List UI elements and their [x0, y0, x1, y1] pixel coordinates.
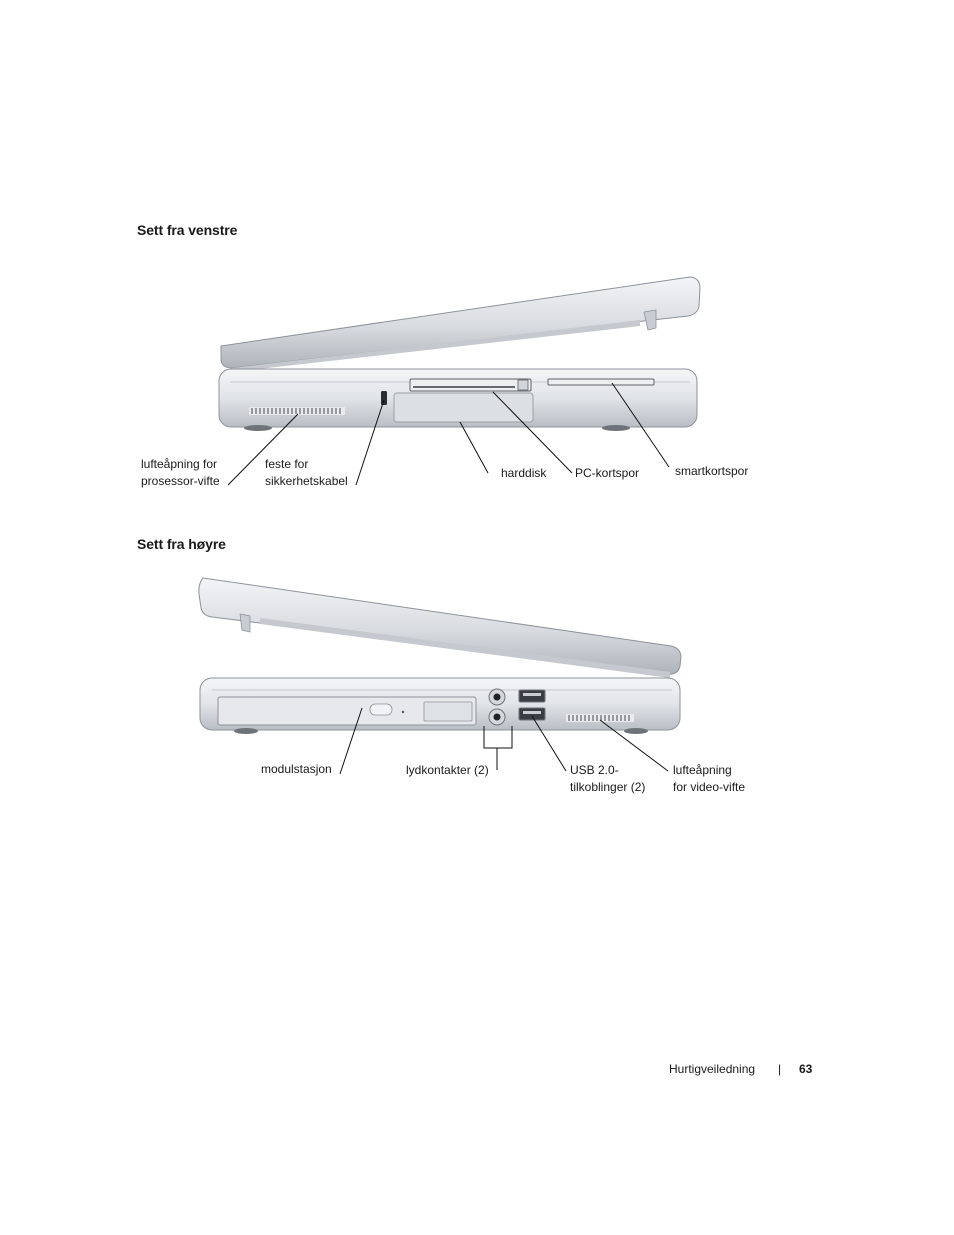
label-processor-fan-vent: lufteåpning for prosessor-vifte	[141, 457, 220, 488]
label-audio-connectors: lydkontakter (2)	[406, 763, 489, 777]
right-side-laptop-image	[199, 578, 681, 734]
page-number: 63	[799, 1062, 813, 1076]
left-view-heading: Sett fra venstre	[137, 222, 238, 238]
label-video-fan-vent: lufteåpning for video-vifte	[673, 763, 746, 794]
label-usb-connectors: USB 2.0- tilkoblinger (2)	[570, 763, 646, 794]
footer-separator: |	[778, 1062, 782, 1076]
pc-card-slot-shape	[410, 379, 531, 391]
right-view-heading: Sett fra høyre	[137, 536, 226, 552]
label-pc-card-slot: PC-kortspor	[575, 466, 640, 480]
smart-card-slot-shape	[548, 379, 654, 385]
processor-fan-vent-grille	[249, 407, 345, 415]
video-fan-vent-grille	[566, 714, 634, 722]
label-hard-drive: harddisk	[501, 466, 547, 480]
footer-guide-name: Hurtigveiledning	[669, 1062, 756, 1076]
left-side-laptop-image	[219, 277, 700, 431]
label-security-cable-slot: feste for sikkerhetskabel	[265, 457, 348, 488]
hard-drive-cover	[394, 393, 533, 422]
security-cable-slot	[381, 391, 387, 405]
label-smart-card-slot: smartkortspor	[675, 464, 749, 478]
label-module-bay: modulstasjon	[261, 762, 332, 776]
